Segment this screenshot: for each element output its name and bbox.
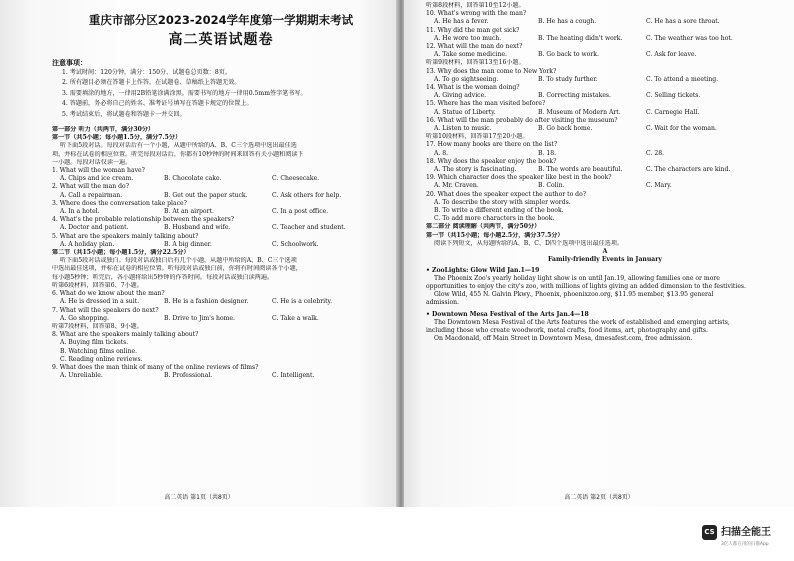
- question-stem: 1. What will the woman have?: [52, 167, 145, 175]
- option-a: A. Listen to music.: [434, 125, 492, 133]
- option-b: B. To write a different ending of the book.: [434, 207, 564, 215]
- option-c: C. In a post office.: [272, 208, 329, 216]
- part-heading: 第一部分 听力（共两节，满分30分）: [52, 126, 155, 134]
- options-row: [426, 35, 784, 43]
- option-b: B. At an airport.: [164, 208, 214, 216]
- option-c: C. The characters are kind.: [646, 166, 731, 174]
- notice-item: 5. 考试结束后，将试题卷和答题卡一并交回。: [62, 110, 186, 118]
- option-a: A. To go sightseeing.: [434, 75, 499, 83]
- question-stem: 4. What's the probable relationship between the speakers?: [52, 216, 235, 224]
- options-row: [52, 372, 390, 380]
- dialogue-label: 听第8段材料，回答第10至12小题。: [426, 2, 525, 9]
- event-title: • ZooLights: Glow Wild Jan.1—19: [426, 266, 540, 274]
- option-b: B. He is a fashion designer.: [164, 298, 249, 306]
- option-a: A. Go shopping.: [60, 314, 109, 322]
- section-heading: 第一节（共15小题；每小题2.5分，满分37.5分）: [426, 231, 564, 239]
- option-a: A. He is dressed in a suit.: [60, 298, 140, 306]
- question-stem: 14. What is the woman doing?: [426, 84, 520, 92]
- question-stem: 8. What are the speakers mainly talking about?: [52, 331, 199, 339]
- options-row: [426, 109, 784, 117]
- question-stem: 17. How many books are there on the list?: [426, 141, 558, 149]
- option-c: C. He is a celebrity.: [272, 298, 333, 306]
- notice-item: 2. 所有题目必须在答题卡上作答，在试题卷、草稿纸上答题无效。: [62, 79, 241, 87]
- dialogue-label: 听第9段材料，回答第13至16小题。: [426, 59, 525, 67]
- instruction-line: 一小题。每段对话仅读一遍。: [52, 158, 132, 166]
- option-a: A. Statue of Liberty.: [434, 108, 496, 116]
- instruction-line: 每小题5秒钟；听完后，各小题将给出5秒钟的作答时间。每段对话或独白读两遍。: [52, 273, 274, 281]
- question-stem: 5. What are the speakers mainly talking about?: [52, 232, 199, 240]
- page-footer: 高二英语 第2页（共8页）: [564, 494, 634, 501]
- event-body-line: On Macdonald, off Main Street in Downtown Mesa, dmesafest.com, free admission.: [434, 335, 693, 343]
- question-stem: 11. Why did the man get sick?: [426, 26, 520, 34]
- exam-title: 重庆市部分区2023-2024学年度第一学期期末考试: [88, 13, 354, 27]
- option-c: C. Ask for leave.: [646, 51, 697, 59]
- option-b: B. The heating didn't work.: [538, 34, 623, 42]
- option-b: B. Go back home.: [538, 125, 593, 133]
- exam-page-1: [0, 0, 398, 507]
- option-c: C. Teacher and student.: [272, 224, 346, 232]
- option-c: C. To add more characters in the book.: [434, 215, 555, 223]
- options-row: [426, 51, 784, 59]
- section-heading: 第一节（共5小题；每小题1.5分，满分7.5分）: [52, 134, 182, 142]
- passage-title: Family-friendly Events in January: [548, 256, 662, 264]
- question-stem: 13. Why does the man come to New York?: [426, 67, 557, 75]
- scanner-tagline: 3亿人都在用的扫描App: [721, 542, 769, 547]
- options-row: [426, 166, 784, 174]
- scanner-app-name: 扫描全能王: [721, 527, 771, 538]
- option-b: B. 18.: [538, 149, 557, 157]
- option-c: C. Carnegie Hall.: [646, 108, 700, 116]
- option-c: C. He has a sore throat.: [646, 18, 720, 26]
- question-stem: 10. What's wrong with the man?: [426, 10, 527, 18]
- event-body-line: The Phoenix Zoo's yearly holiday light show is on until Jan.19, allowing families one or more: [434, 274, 720, 282]
- page-footer: 高二英语 第1页（共8页）: [164, 494, 234, 501]
- dialogue-label: 听第7段材料，回答第8、9小题。: [52, 322, 143, 330]
- notice-item: 1. 考试时间：120分钟，满分：150分，试题卷总页数：8页。: [62, 69, 231, 76]
- options-row: [52, 298, 390, 306]
- options-row: [426, 18, 784, 26]
- instruction-line: 阅读下列短文，从每题所给的A、B、C、D四个选项中选出最佳选项。: [434, 239, 624, 247]
- event-title: • Downtown Mesa Festival of the Arts Jan.4—18: [426, 310, 589, 318]
- question-stem: 6. What do we know about the man?: [52, 290, 165, 298]
- notice-item: 3. 需要填涂的地方，一律用2B铅笔涂满涂黑。需要书写的地方一律用0.5mm签字笔书写。: [62, 89, 307, 97]
- dialogue-label: 听第6段材料，回答第6、7小题。: [52, 281, 143, 289]
- event-body-line: opportunities to enjoy the city's zoo, with millions of lights giving an added dimension to the festivities.: [426, 282, 746, 290]
- options-row: [52, 241, 390, 249]
- question-stem: 18. Why does the speaker enjoy the book?: [426, 157, 557, 165]
- option-c: C. Wait for the woman.: [646, 125, 717, 133]
- option-b: B. To study further.: [538, 75, 598, 83]
- question-stem: 9. What does the man think of many of the online reviews of films?: [52, 363, 259, 371]
- event-body-line: including those who create woodwork, metal crafts, food items, art, photography and gifts.: [426, 326, 708, 334]
- scanner-logo-icon: CS: [702, 525, 717, 540]
- option-a: A. Call a repairman.: [60, 191, 123, 199]
- instruction-line: 项，并标在试卷的相应位置。听完每段对话后，你都有10秒钟的时间来回答有关小题和阅读下: [52, 150, 304, 158]
- option-b: B. The words are beautiful.: [538, 166, 623, 174]
- question-stem: 16. What will the man probably do after visiting the museum?: [426, 116, 618, 124]
- exam-subtitle: 高二英语试题卷: [168, 32, 274, 48]
- options-row: [52, 192, 390, 200]
- option-c: C. Schoolwork.: [272, 240, 319, 248]
- option-a: A. Giving advice.: [434, 92, 487, 100]
- option-c: C. Take a walk.: [272, 314, 319, 322]
- question-stem: 12. What will the man do next?: [426, 43, 523, 51]
- options-row: [426, 150, 784, 158]
- option-c: C. The weather was too hot.: [646, 34, 733, 42]
- dialogue-label: 听第10段材料，回答第17至20小题。: [426, 133, 529, 141]
- option-c: C. Cheesecake.: [272, 175, 320, 183]
- option-a: A. Buying film tickets.: [60, 339, 129, 347]
- event-body-line: The Downtown Mesa Festival of the Arts features the work of established and emerging artists,: [434, 318, 730, 326]
- option-a: A. He wore too much.: [434, 34, 502, 42]
- option-c: C. To attend a meeting.: [646, 75, 719, 83]
- question-stem: 7. What will the speakers do next?: [52, 306, 159, 314]
- options-row: [52, 315, 390, 323]
- option-a: A. Unreliable.: [60, 372, 103, 380]
- instruction-line: 中选出最佳选项，并标在试卷的相应位置。听每段对话或独白前，你将有时间阅读各个小题，: [52, 265, 302, 273]
- event-body-line: admission.: [426, 299, 459, 307]
- option-b: B. A big dinner.: [164, 240, 212, 248]
- options-row: [52, 208, 390, 216]
- option-c: C. Selling tickets.: [646, 92, 701, 100]
- question-stem: 2. What will the man do?: [52, 183, 129, 191]
- option-c: C. Reading online reviews.: [60, 355, 143, 363]
- option-a: A. 8.: [434, 149, 449, 157]
- options-row: [426, 76, 784, 84]
- option-a: A. The story is fascinating.: [434, 166, 517, 174]
- option-b: B. Watching films online.: [60, 347, 138, 355]
- option-c: C. 28.: [646, 149, 665, 157]
- option-b: B. Professional.: [164, 372, 213, 380]
- passage-letter: A: [602, 248, 608, 256]
- question-stem: 20. What does the speaker expect the author to do?: [426, 190, 587, 198]
- instruction-line: 听下面5段对话。每段对话后有一个小题，从题中所给的A、B、C三个选项中选出最佳选: [60, 142, 297, 150]
- options-row: [426, 92, 784, 100]
- option-b: B. Museum of Modern Art.: [538, 108, 621, 116]
- notice-heading: 注意事项：: [52, 59, 87, 67]
- option-b: B. He has a cough.: [538, 18, 597, 26]
- instruction-line: 听下面5段对话或独白。每段对话或独白后有几个小题，从题中所给的A、B、C三个选项: [60, 257, 297, 265]
- option-a: A. Chips and ice cream.: [60, 175, 134, 183]
- option-c: C. Ask others for help.: [272, 191, 342, 199]
- option-b: B. Go back to work.: [538, 51, 599, 59]
- exam-page-2: [404, 0, 794, 507]
- question-stem: 15. Where has the man visited before?: [426, 100, 546, 108]
- option-a: A. Take some medicine.: [434, 51, 507, 59]
- option-b: B. Chocolate cake.: [164, 175, 222, 183]
- options-row: [426, 125, 784, 133]
- option-b: B. Drive to Jim's home.: [164, 314, 235, 322]
- section-heading: 第二节（共15小题；每小题1.5分，满分22.5分）: [52, 249, 190, 257]
- question-stem: 3. Where does the conversation take place?: [52, 199, 187, 207]
- option-b: B. Get out the paper stuck.: [164, 191, 248, 199]
- option-b: B. Correcting mistakes.: [538, 92, 611, 100]
- options-row: [52, 224, 390, 232]
- option-a: A. He has a fever.: [434, 18, 489, 26]
- option-a: A. Mr. Craven.: [434, 182, 479, 190]
- option-a: A. Doctor and patient.: [60, 224, 129, 232]
- option-b: B. Husband and wife.: [164, 224, 231, 232]
- question-stem: 19. Which character does the speaker like best in the book?: [426, 174, 612, 182]
- notice-item: 4. 答题前，务必将自己的姓名、准考证号填写在答题卡规定的位置上。: [62, 100, 253, 108]
- options-row: [426, 182, 784, 190]
- options-row: [52, 175, 390, 183]
- option-a: A. In a hotel.: [60, 208, 100, 216]
- part-heading: 第二部分 阅读理解（共两节，满分50分）: [426, 223, 541, 231]
- option-a: A. A holiday plan.: [60, 240, 115, 248]
- event-body-line: Glow Wild, 455 N. Galvin Pkwy., Phoenix, phoenixzoo.org, $11.95 member, $13.95 general: [434, 291, 714, 299]
- option-c: C. Intelligent.: [272, 372, 315, 380]
- scanner-watermark: [702, 523, 790, 553]
- option-b: B. Colin.: [538, 182, 565, 190]
- option-a: A. To describe the story with simpler words.: [434, 198, 571, 206]
- option-c: C. Mary.: [646, 182, 672, 190]
